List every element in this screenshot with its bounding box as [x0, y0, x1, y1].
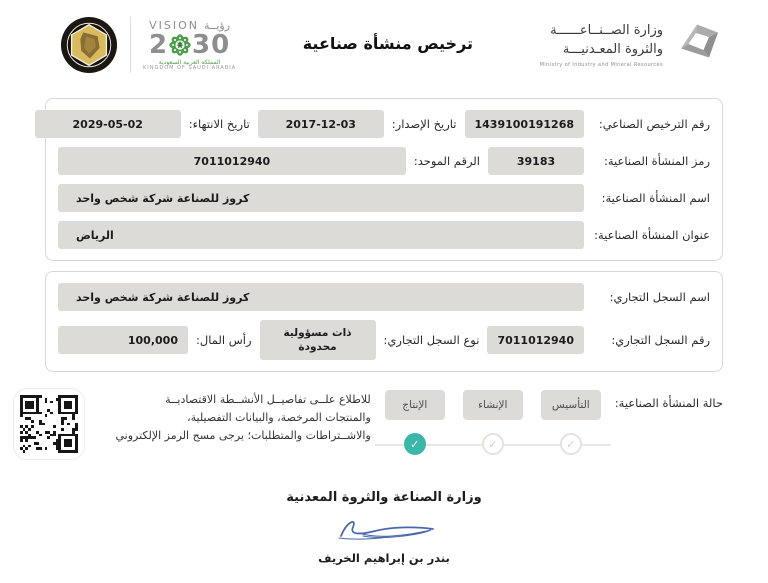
expiry-date-label: تاريخ الانتهاء:: [188, 117, 250, 131]
step-construction: [463, 390, 523, 455]
commercial-register-box: [45, 271, 723, 372]
cr-name-value: كروز للصناعة شركة شخص واحد: [58, 283, 584, 311]
facility-name-label: اسم المنشأة الصناعية:: [601, 191, 710, 205]
license-row-3: [58, 184, 710, 212]
vision-word-ar: رؤيــة: [204, 19, 231, 33]
ministry-name-ar-line2: والثروة المعـدنيـــة: [562, 41, 663, 57]
capital-value: 100,000: [58, 326, 188, 354]
license-number-value: 1439100191268: [465, 110, 585, 138]
qr-instruction-line2: والمنتجات المرخصة، والبيانات التفصيلية،: [187, 411, 371, 425]
ministry-ribbon-icon: [673, 20, 723, 66]
qr-instruction-line3: والاشــتراطات والمتطلبات؛ يرجى مسح الرمز الإلكتروني: [115, 429, 371, 443]
ministry-name-en: Ministry of Industry and Mineral Resources: [539, 61, 663, 68]
signature-image: [319, 511, 449, 549]
signer-name: بندر بن إبراهيم الخريف: [318, 551, 450, 565]
vision-word-en: VISION: [149, 19, 199, 33]
cr-type-label: نوع السجل التجاري:: [383, 333, 480, 347]
license-number-label: رقم الترخيص الصناعي:: [598, 117, 710, 131]
vision-2030-logo: [143, 18, 236, 71]
facility-code-label: رمز المنشأة الصناعية:: [604, 154, 710, 168]
step-production-label: الإنتاج: [385, 390, 445, 420]
expiry-date-value: 2029-05-02: [35, 110, 181, 138]
vision-digit-2: 2: [148, 29, 169, 60]
issue-date-value: 2017-12-03: [258, 110, 384, 138]
logo-divider: [130, 17, 131, 73]
page-title: ترخيص منشأة صناعية: [302, 34, 474, 53]
facility-address-label: عنوان المنشأة الصناعية:: [594, 228, 710, 242]
cr-number-value: 7011012940: [487, 326, 584, 354]
ministry-logo: [540, 16, 723, 68]
step-establishment-label: التأسيس: [541, 390, 601, 420]
cr-name-label: اسم السجل التجاري:: [609, 290, 710, 304]
commercial-row-2: [58, 320, 710, 360]
step-establishment: [541, 390, 601, 455]
footer-ministry-name: وزارة الصناعة والثروة المعدنية: [286, 490, 482, 505]
license-row-1: [58, 110, 710, 138]
vision-palm-emblem-icon: [169, 34, 191, 56]
check-icon: ✓: [404, 433, 426, 455]
license-row-4: [58, 221, 710, 249]
status-stepper: [385, 388, 601, 455]
vision-digit-30: 30: [192, 29, 231, 60]
header: [0, 0, 768, 92]
header-logos: [60, 16, 236, 74]
bottom-section: [45, 388, 723, 460]
issue-date-label: تاريخ الإصدار:: [391, 117, 457, 131]
facility-name-value: كروز للصناعة شركة شخص واحد: [58, 184, 584, 212]
facility-code-value: 39183: [488, 147, 584, 175]
qr-instruction-line1: للاطلاع علــى تفاصيــل الأنشــطة الاقتصاديــة: [165, 393, 371, 406]
ministry-name-ar-line1: وزارة الصــنــاعــــــة: [550, 23, 663, 38]
step-production: [385, 390, 445, 455]
step-construction-label: الإنشاء: [463, 390, 523, 420]
vision-subtitle-en: KINGDOM OF SAUDI ARABIA: [143, 65, 237, 72]
license-info-box: [45, 98, 723, 261]
check-icon: ✓: [482, 433, 504, 455]
cr-number-label: رقم السجل التجاري:: [611, 333, 710, 347]
signature-block: [0, 490, 768, 565]
qr-section: [13, 388, 371, 460]
facility-address-value: الرياض: [58, 221, 584, 249]
unified-number-value: 7011012940: [58, 147, 406, 175]
unified-number-label: الرقم الموحد:: [413, 154, 480, 168]
license-row-2: [58, 147, 710, 175]
capital-label: رأس المال:: [195, 333, 252, 347]
vision-subtitle-ar: المملكة العربية السعودية: [158, 59, 221, 67]
gcc-emblem-icon: [60, 16, 118, 74]
facility-status-label: حالة المنشأة الصناعية:: [614, 396, 723, 410]
check-icon: ✓: [560, 433, 582, 455]
cr-type-value: ذات مسؤولية محدودة: [260, 320, 376, 360]
qr-code-pattern: [20, 395, 78, 453]
commercial-row-1: [58, 283, 710, 311]
qr-instruction-text: [99, 388, 371, 445]
qr-code: [13, 388, 85, 460]
